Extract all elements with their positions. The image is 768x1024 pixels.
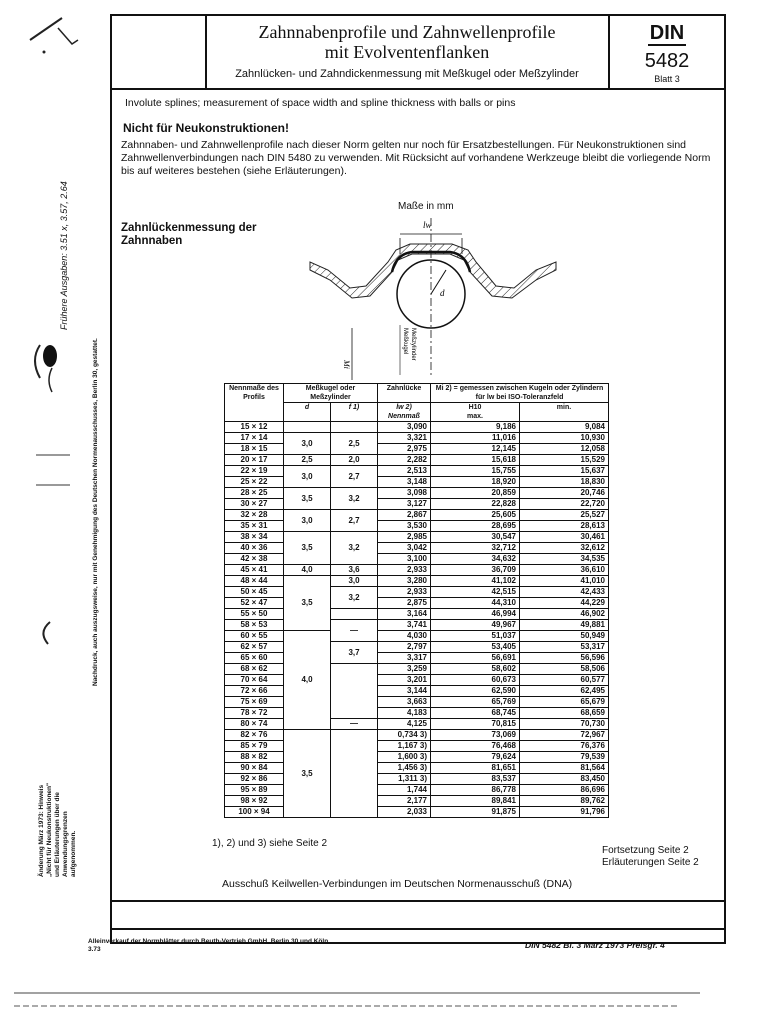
cell-min: 49,881 xyxy=(520,620,609,631)
cell-size: 85 × 79 xyxy=(225,741,284,752)
cell-max: 79,624 xyxy=(431,752,520,763)
cell-max: 20,859 xyxy=(431,488,520,499)
cell-d: 3,0 xyxy=(284,433,331,455)
cell-lw: 4,030 xyxy=(378,631,431,642)
cell-max: 9,186 xyxy=(431,422,520,433)
cell-f: 2,7 xyxy=(331,466,378,488)
header-d: d xyxy=(284,403,331,422)
cell-min: 20,746 xyxy=(520,488,609,499)
cell-min: 68,659 xyxy=(520,708,609,719)
cell-lw: 4,125 xyxy=(378,719,431,730)
cell-max: 91,875 xyxy=(431,807,520,818)
header-ball: Meßkugel oder Meßzylinder xyxy=(284,384,378,403)
cell-lw: 3,098 xyxy=(378,488,431,499)
previous-editions-note: Frühere Ausgaben: 3.51 x, 3.57, 2.64 xyxy=(59,181,69,330)
table-header-row-1 xyxy=(225,384,609,403)
footnote-reference: 1), 2) und 3) siehe Seite 2 xyxy=(212,838,328,849)
table-row xyxy=(225,763,609,774)
cell-d: 3,5 xyxy=(284,488,331,510)
table-row xyxy=(225,532,609,543)
header-lw-symbol: lw 2) Nennmaß xyxy=(378,403,431,422)
cell-lw: 2,033 xyxy=(378,807,431,818)
cell-min: 89,762 xyxy=(520,796,609,807)
cell-max: 73,069 xyxy=(431,730,520,741)
table-row xyxy=(225,477,609,488)
cell-size: 35 × 31 xyxy=(225,521,284,532)
cell-size: 17 × 14 xyxy=(225,433,284,444)
table-row xyxy=(225,631,609,642)
cell-min: 9,084 xyxy=(520,422,609,433)
cell-f: 3,0 xyxy=(331,576,378,587)
cell-min: 76,376 xyxy=(520,741,609,752)
table-row xyxy=(225,488,609,499)
cell-f: — xyxy=(331,719,378,730)
cell-lw: 3,127 xyxy=(378,499,431,510)
table-row xyxy=(225,554,609,565)
cell-d xyxy=(284,422,331,433)
cell-lw: 2,933 xyxy=(378,565,431,576)
cell-f: 3,2 xyxy=(331,532,378,565)
measurement-table xyxy=(224,383,609,818)
label-pin: Meßzylinder xyxy=(410,328,416,361)
cell-min: 81,564 xyxy=(520,763,609,774)
cell-max: 44,310 xyxy=(431,598,520,609)
hub-measurement-drawing xyxy=(300,210,570,380)
title-line-1: Zahnnabenprofile und Zahnwellenprofile xyxy=(258,22,556,42)
cell-lw: 2,875 xyxy=(378,598,431,609)
cell-f xyxy=(331,422,378,433)
cell-lw: 1,456 3) xyxy=(378,763,431,774)
cell-lw: 3,201 xyxy=(378,675,431,686)
cell-size: 32 × 28 xyxy=(225,510,284,521)
cell-max: 60,673 xyxy=(431,675,520,686)
table-row xyxy=(225,664,609,675)
cell-size: 70 × 64 xyxy=(225,675,284,686)
cell-max: 36,709 xyxy=(431,565,520,576)
table-row xyxy=(225,708,609,719)
table-row xyxy=(225,697,609,708)
cell-min: 91,796 xyxy=(520,807,609,818)
cell-size: 78 × 72 xyxy=(225,708,284,719)
label-mi: Mi xyxy=(342,360,351,369)
table-row xyxy=(225,499,609,510)
cell-lw: 1,311 3) xyxy=(378,774,431,785)
table-row xyxy=(225,565,609,576)
table-row xyxy=(225,510,609,521)
cell-min: 22,720 xyxy=(520,499,609,510)
cell-max: 56,691 xyxy=(431,653,520,664)
cell-f xyxy=(331,730,378,818)
table-row xyxy=(225,785,609,796)
cell-size: 62 × 57 xyxy=(225,642,284,653)
header-mi: Mi 2) = gemessen zwischen Kugeln oder Zylindern für lw bei ISO-Toleranzfeld xyxy=(431,384,609,403)
din-number: 5482 xyxy=(644,50,690,72)
table-row xyxy=(225,609,609,620)
cell-size: 82 × 76 xyxy=(225,730,284,741)
cell-d: 3,5 xyxy=(284,730,331,818)
cell-max: 18,920 xyxy=(431,477,520,488)
committee-name: Ausschuß Keilwellen-Verbindungen im Deutschen Normenausschuß (DNA) xyxy=(222,878,573,890)
table-row xyxy=(225,444,609,455)
cell-min: 46,902 xyxy=(520,609,609,620)
cell-f: 3,7 xyxy=(331,642,378,664)
cell-lw: 2,933 xyxy=(378,587,431,598)
cell-size: 28 × 25 xyxy=(225,488,284,499)
cell-size: 95 × 89 xyxy=(225,785,284,796)
sales-note xyxy=(88,938,328,954)
cell-min: 70,730 xyxy=(520,719,609,730)
cell-min: 32,612 xyxy=(520,543,609,554)
cell-lw: 3,741 xyxy=(378,620,431,631)
cell-f: 2,7 xyxy=(331,510,378,532)
table-row xyxy=(225,675,609,686)
cell-size: 65 × 60 xyxy=(225,653,284,664)
cell-f: 2,0 xyxy=(331,455,378,466)
table-row xyxy=(225,653,609,664)
cell-d: 3,0 xyxy=(284,466,331,488)
cell-size: 98 × 92 xyxy=(225,796,284,807)
cell-lw: 2,177 xyxy=(378,796,431,807)
cell-size: 48 × 44 xyxy=(225,576,284,587)
table-row xyxy=(225,576,609,587)
cell-lw: 2,985 xyxy=(378,532,431,543)
cell-min: 30,461 xyxy=(520,532,609,543)
table-row xyxy=(225,433,609,444)
cell-size: 100 × 94 xyxy=(225,807,284,818)
cell-max: 22,828 xyxy=(431,499,520,510)
label-lw: lw xyxy=(423,220,432,230)
cell-max: 58,602 xyxy=(431,664,520,675)
cell-f xyxy=(331,609,378,620)
cell-min: 83,450 xyxy=(520,774,609,785)
cell-min: 65,679 xyxy=(520,697,609,708)
cell-max: 34,632 xyxy=(431,554,520,565)
cell-lw: 3,321 xyxy=(378,433,431,444)
continuation-line-2: Erläuterungen Seite 2 xyxy=(602,857,699,868)
cell-lw: 3,144 xyxy=(378,686,431,697)
cell-max: 89,841 xyxy=(431,796,520,807)
cell-min: 10,930 xyxy=(520,433,609,444)
notice-heading: Nicht für Neukonstruktionen! xyxy=(123,121,290,135)
cell-max: 49,967 xyxy=(431,620,520,631)
cell-min: 42,433 xyxy=(520,587,609,598)
cell-d: 3,5 xyxy=(284,532,331,565)
cell-f: 2,5 xyxy=(331,433,378,455)
cell-lw: 1,600 3) xyxy=(378,752,431,763)
cell-lw: 3,090 xyxy=(378,422,431,433)
cell-max: 46,994 xyxy=(431,609,520,620)
cell-max: 76,468 xyxy=(431,741,520,752)
change-note: Änderung März 1973: Hinweis „Nicht für Neukonstruktionen" und Erläuterungen über die Anwendungsgrenzen aufgenommen. xyxy=(38,782,77,877)
subtitle: Zahnlücken- und Zahndickenmessung mit Meßkugel oder Meßzylinder xyxy=(235,68,579,80)
cell-max: 68,745 xyxy=(431,708,520,719)
cell-size: 58 × 53 xyxy=(225,620,284,631)
cell-f: — xyxy=(331,620,378,642)
sales-line-1: Alleinverkauf der Normblätter durch Beuth-Vertrieb GmbH, Berlin 30 und Köln xyxy=(88,938,329,945)
cell-f xyxy=(331,664,378,719)
cell-lw: 3,663 xyxy=(378,697,431,708)
cell-size: 18 × 15 xyxy=(225,444,284,455)
cell-min: 15,529 xyxy=(520,455,609,466)
cell-min: 50,949 xyxy=(520,631,609,642)
cell-max: 41,102 xyxy=(431,576,520,587)
cell-d: 2,5 xyxy=(284,455,331,466)
table-row xyxy=(225,719,609,730)
cell-lw: 3,042 xyxy=(378,543,431,554)
cell-lw: 2,867 xyxy=(378,510,431,521)
header-size: Nennmaße des Profils xyxy=(225,384,284,422)
cell-size: 15 × 12 xyxy=(225,422,284,433)
continuation-note xyxy=(602,845,699,869)
header-f: f 1) xyxy=(331,403,378,422)
cell-min: 25,527 xyxy=(520,510,609,521)
cell-min: 41,010 xyxy=(520,576,609,587)
cell-min: 44,229 xyxy=(520,598,609,609)
cell-size: 50 × 45 xyxy=(225,587,284,598)
cell-min: 72,967 xyxy=(520,730,609,741)
cell-max: 86,778 xyxy=(431,785,520,796)
cell-size: 55 × 50 xyxy=(225,609,284,620)
cell-f: 3,6 xyxy=(331,565,378,576)
cell-max: 11,016 xyxy=(431,433,520,444)
cell-lw: 0,734 3) xyxy=(378,730,431,741)
cell-f: 3,2 xyxy=(331,587,378,609)
cell-size: 92 × 86 xyxy=(225,774,284,785)
table-row xyxy=(225,422,609,433)
continuation-line-1: Fortsetzung Seite 2 xyxy=(602,845,689,856)
english-title: Involute splines; measurement of space width and spline thickness with balls or pins xyxy=(125,97,516,109)
cell-d: 4,0 xyxy=(284,631,331,730)
table-row xyxy=(225,455,609,466)
cell-size: 38 × 34 xyxy=(225,532,284,543)
cell-lw: 3,317 xyxy=(378,653,431,664)
reprint-note: Nachdruck, auch auszugsweise, nur mit Genehmigung des Deutschen Normenausschusses, Berlin 30, gestattet. xyxy=(92,338,99,686)
header-max: H10 max. xyxy=(431,403,520,422)
table-row xyxy=(225,686,609,697)
table-row xyxy=(225,642,609,653)
cell-min: 12,058 xyxy=(520,444,609,455)
cell-max: 15,618 xyxy=(431,455,520,466)
table-row xyxy=(225,587,609,598)
table-row xyxy=(225,543,609,554)
cell-min: 60,577 xyxy=(520,675,609,686)
table-row xyxy=(225,620,609,631)
label-d: d xyxy=(440,288,445,298)
cell-size: 20 × 17 xyxy=(225,455,284,466)
cell-lw: 3,164 xyxy=(378,609,431,620)
sheet-number: Blatt 3 xyxy=(654,74,680,84)
units-label: Maße in mm xyxy=(398,201,454,212)
cell-max: 32,712 xyxy=(431,543,520,554)
cell-lw: 1,744 xyxy=(378,785,431,796)
cell-lw: 1,167 3) xyxy=(378,741,431,752)
cell-min: 18,830 xyxy=(520,477,609,488)
cell-min: 56,596 xyxy=(520,653,609,664)
document-reference: DIN 5482 Bl. 3 März 1973 Preisgr. 4 xyxy=(525,940,665,950)
cell-max: 30,547 xyxy=(431,532,520,543)
cell-lw: 3,100 xyxy=(378,554,431,565)
cell-size: 42 × 38 xyxy=(225,554,284,565)
cell-min: 79,539 xyxy=(520,752,609,763)
din-label: DIN xyxy=(649,22,685,44)
cell-min: 15,637 xyxy=(520,466,609,477)
section-heading: Zahnlückenmessung der Zahnnaben xyxy=(121,222,257,247)
cell-lw: 3,259 xyxy=(378,664,431,675)
cell-size: 30 × 27 xyxy=(225,499,284,510)
sales-line-2: 3.73 xyxy=(88,946,101,953)
cell-max: 83,537 xyxy=(431,774,520,785)
cell-max: 70,815 xyxy=(431,719,520,730)
cell-min: 28,613 xyxy=(520,521,609,532)
cell-min: 58,506 xyxy=(520,664,609,675)
cell-lw: 4,183 xyxy=(378,708,431,719)
table-row xyxy=(225,774,609,785)
cell-lw: 2,975 xyxy=(378,444,431,455)
cell-size: 40 × 36 xyxy=(225,543,284,554)
table-row xyxy=(225,796,609,807)
cell-d: 3,5 xyxy=(284,576,331,631)
cell-min: 36,610 xyxy=(520,565,609,576)
cell-min: 34,535 xyxy=(520,554,609,565)
cell-size: 25 × 22 xyxy=(225,477,284,488)
cell-size: 75 × 69 xyxy=(225,697,284,708)
cell-lw: 2,797 xyxy=(378,642,431,653)
cell-size: 88 × 82 xyxy=(225,752,284,763)
cell-size: 22 × 19 xyxy=(225,466,284,477)
cell-min: 53,317 xyxy=(520,642,609,653)
table-row xyxy=(225,741,609,752)
cell-lw: 2,513 xyxy=(378,466,431,477)
bottom-rule-upper xyxy=(110,900,726,902)
cell-min: 62,495 xyxy=(520,686,609,697)
cell-min: 86,696 xyxy=(520,785,609,796)
table-row xyxy=(225,521,609,532)
title-line-2: mit Evolventenflanken xyxy=(324,42,490,62)
cell-size: 52 × 47 xyxy=(225,598,284,609)
cell-max: 25,605 xyxy=(431,510,520,521)
cell-size: 80 × 74 xyxy=(225,719,284,730)
cell-max: 53,405 xyxy=(431,642,520,653)
cell-max: 42,515 xyxy=(431,587,520,598)
cell-size: 72 × 66 xyxy=(225,686,284,697)
table-row xyxy=(225,807,609,818)
cell-max: 62,590 xyxy=(431,686,520,697)
cell-size: 68 × 62 xyxy=(225,664,284,675)
cell-max: 51,037 xyxy=(431,631,520,642)
table-body xyxy=(225,422,609,818)
cell-lw: 3,148 xyxy=(378,477,431,488)
table-row xyxy=(225,752,609,763)
label-ball: Meßkugel xyxy=(402,328,408,355)
bottom-rule-lower xyxy=(110,928,726,930)
notice-text: Zahnnaben- und Zahnwellenprofile nach dieser Norm gelten nur noch für Ersatzbestellungen. Für Neukonstruktionen sind Zahnwellenverbindungen nach DIN 5480 zu verwenden. Mit Rücksicht auf vorhandene Werkzeuge bleibt die vorliegende Norm bis auf weiteres bestehen (siehe Erläuterungen). xyxy=(121,139,711,177)
cell-d: 3,0 xyxy=(284,510,331,532)
cell-f: 3,2 xyxy=(331,488,378,510)
cell-max: 81,651 xyxy=(431,763,520,774)
cell-lw: 2,282 xyxy=(378,455,431,466)
cell-size: 90 × 84 xyxy=(225,763,284,774)
header-min: min. xyxy=(520,403,609,422)
cell-max: 28,695 xyxy=(431,521,520,532)
table-row xyxy=(225,466,609,477)
cell-lw: 3,280 xyxy=(378,576,431,587)
cell-d: 4,0 xyxy=(284,565,331,576)
cell-size: 60 × 55 xyxy=(225,631,284,642)
header-lw: Zahnlücke xyxy=(378,384,431,403)
table-row xyxy=(225,730,609,741)
cell-max: 15,755 xyxy=(431,466,520,477)
cell-size: 45 × 41 xyxy=(225,565,284,576)
cell-max: 65,769 xyxy=(431,697,520,708)
cell-max: 12,145 xyxy=(431,444,520,455)
table-row xyxy=(225,598,609,609)
cell-lw: 3,530 xyxy=(378,521,431,532)
header-rule xyxy=(110,88,726,90)
